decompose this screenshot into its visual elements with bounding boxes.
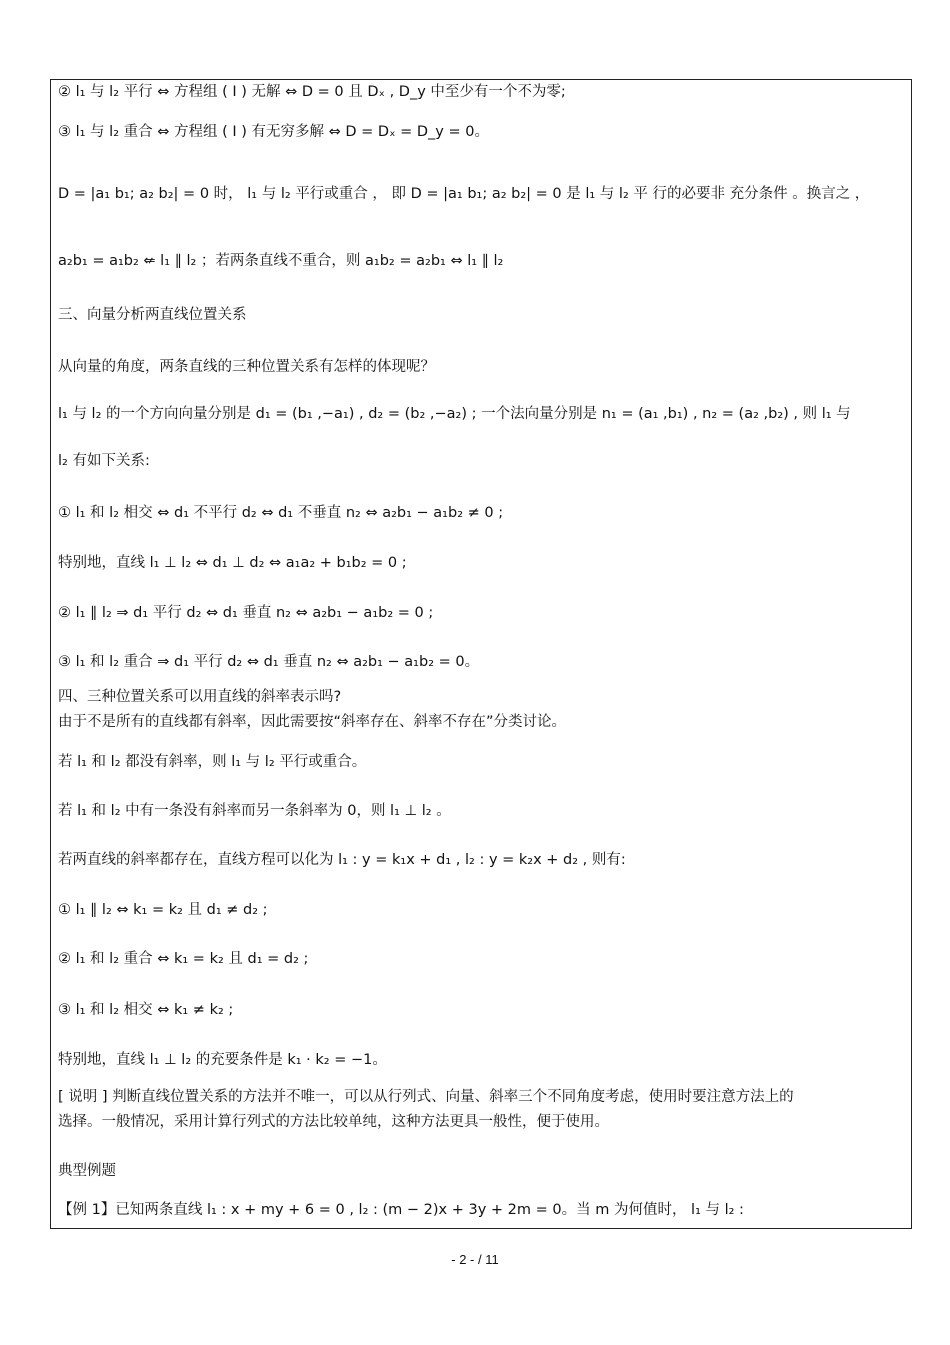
text-line: [ 说明 ] 判断直线位置关系的方法并不唯一，可以从行列式、向量、斜率三个不同角度考虑，使用时要注意方法上的: [58, 1089, 794, 1105]
text-line: l₁ 与 l₂ 的一个方向向量分别是 d₁ = (b₁ ,−a₁) , d₂ = (b₂ ,−a₂) ; 一个法向量分别是 n₁ = (a₁ ,b₁) , n₂ = (a₂ ,b₂) , 则 l₁ 与: [58, 406, 851, 422]
text-line: ② l₁ ∥ l₂ ⇒ d₁ 平行 d₂ ⇔ d₁ 垂直 n₂ ⇔ a₂b₁ − a₁b₂ = 0 ;: [58, 605, 434, 621]
page-number: - 2 - / 11: [451, 1252, 499, 1267]
section-heading: 三、向量分析两直线位置关系: [58, 307, 247, 323]
text-line: l₂ 有如下关系:: [58, 453, 150, 469]
example-line: 【例 1】已知两条直线 l₁ : x + my + 6 = 0 , l₂ : (m − 2)x + 3y + 2m = 0。当 m 为何值时， l₁ 与 l₂ :: [58, 1202, 744, 1218]
section-heading: 四、三种位置关系可以用直线的斜率表示吗?: [58, 689, 342, 705]
text-line: a₂b₁ = a₁b₂ ⇍ l₁ ∥ l₂ ；若两条直线不重合，则 a₁b₂ = a₂b₁ ⇔ l₁ ∥ l₂: [58, 253, 504, 269]
text-line: ③ l₁ 和 l₂ 重合 ⇒ d₁ 平行 d₂ ⇔ d₁ 垂直 n₂ ⇔ a₂b₁ − a₁b₂ = 0。: [58, 654, 480, 670]
text-line: 特别地，直线 l₁ ⊥ l₂ ⇔ d₁ ⊥ d₂ ⇔ a₁a₂ + b₁b₂ = 0 ;: [58, 555, 407, 571]
text-line: 若两直线的斜率都存在，直线方程可以化为 l₁ : y = k₁x + d₁ , l₂ : y = k₂x + d₂ , 则有:: [58, 852, 626, 868]
text-line: D = |a₁ b₁; a₂ b₂| = 0 时， l₁ 与 l₂ 平行或重合 ， 即 D = |a₁ b₁; a₂ b₂| = 0 是 l₁ 与 l₂ 平 行的必要非 充分条件 。换言之 ，: [58, 186, 870, 202]
text-line: 若 l₁ 和 l₂ 中有一条没有斜率而另一条斜率为 0，则 l₁ ⊥ l₂ 。: [58, 803, 451, 819]
text-line: 从向量的角度，两条直线的三种位置关系有怎样的体现呢？: [58, 359, 435, 375]
text-line: ② l₁ 和 l₂ 重合 ⇔ k₁ = k₂ 且 d₁ = d₂ ;: [58, 951, 309, 967]
text-line: 若 l₁ 和 l₂ 都没有斜率，则 l₁ 与 l₂ 平行或重合。: [58, 754, 367, 770]
section-heading: 典型例题: [58, 1163, 116, 1179]
text-line: 特别地，直线 l₁ ⊥ l₂ 的充要条件是 k₁ · k₂ = −1。: [58, 1052, 387, 1068]
text-line: ① l₁ ∥ l₂ ⇔ k₁ = k₂ 且 d₁ ≠ d₂ ;: [58, 902, 268, 918]
text-line: ③ l₁ 和 l₂ 相交 ⇔ k₁ ≠ k₂ ;: [58, 1002, 234, 1018]
text-line: 由于不是所有的直线都有斜率，因此需要按“斜率存在、斜率不存在”分类讨论。: [58, 714, 567, 730]
text-line: ② l₁ 与 l₂ 平行 ⇔ 方程组 ( Ⅰ ) 无解 ⇔ D = 0 且 Dₓ , D_y 中至少有一个不为零;: [58, 84, 566, 100]
text-line: ③ l₁ 与 l₂ 重合 ⇔ 方程组 ( Ⅰ ) 有无穷多解 ⇔ D = Dₓ = D_y = 0。: [58, 124, 489, 140]
text-line: 选择。一般情况，采用计算行列式的方法比较单纯，这种方法更具一般性，便于使用。: [58, 1114, 609, 1130]
text-line: ① l₁ 和 l₂ 相交 ⇔ d₁ 不平行 d₂ ⇔ d₁ 不垂直 n₂ ⇔ a₂b₁ − a₁b₂ ≠ 0 ;: [58, 505, 504, 521]
